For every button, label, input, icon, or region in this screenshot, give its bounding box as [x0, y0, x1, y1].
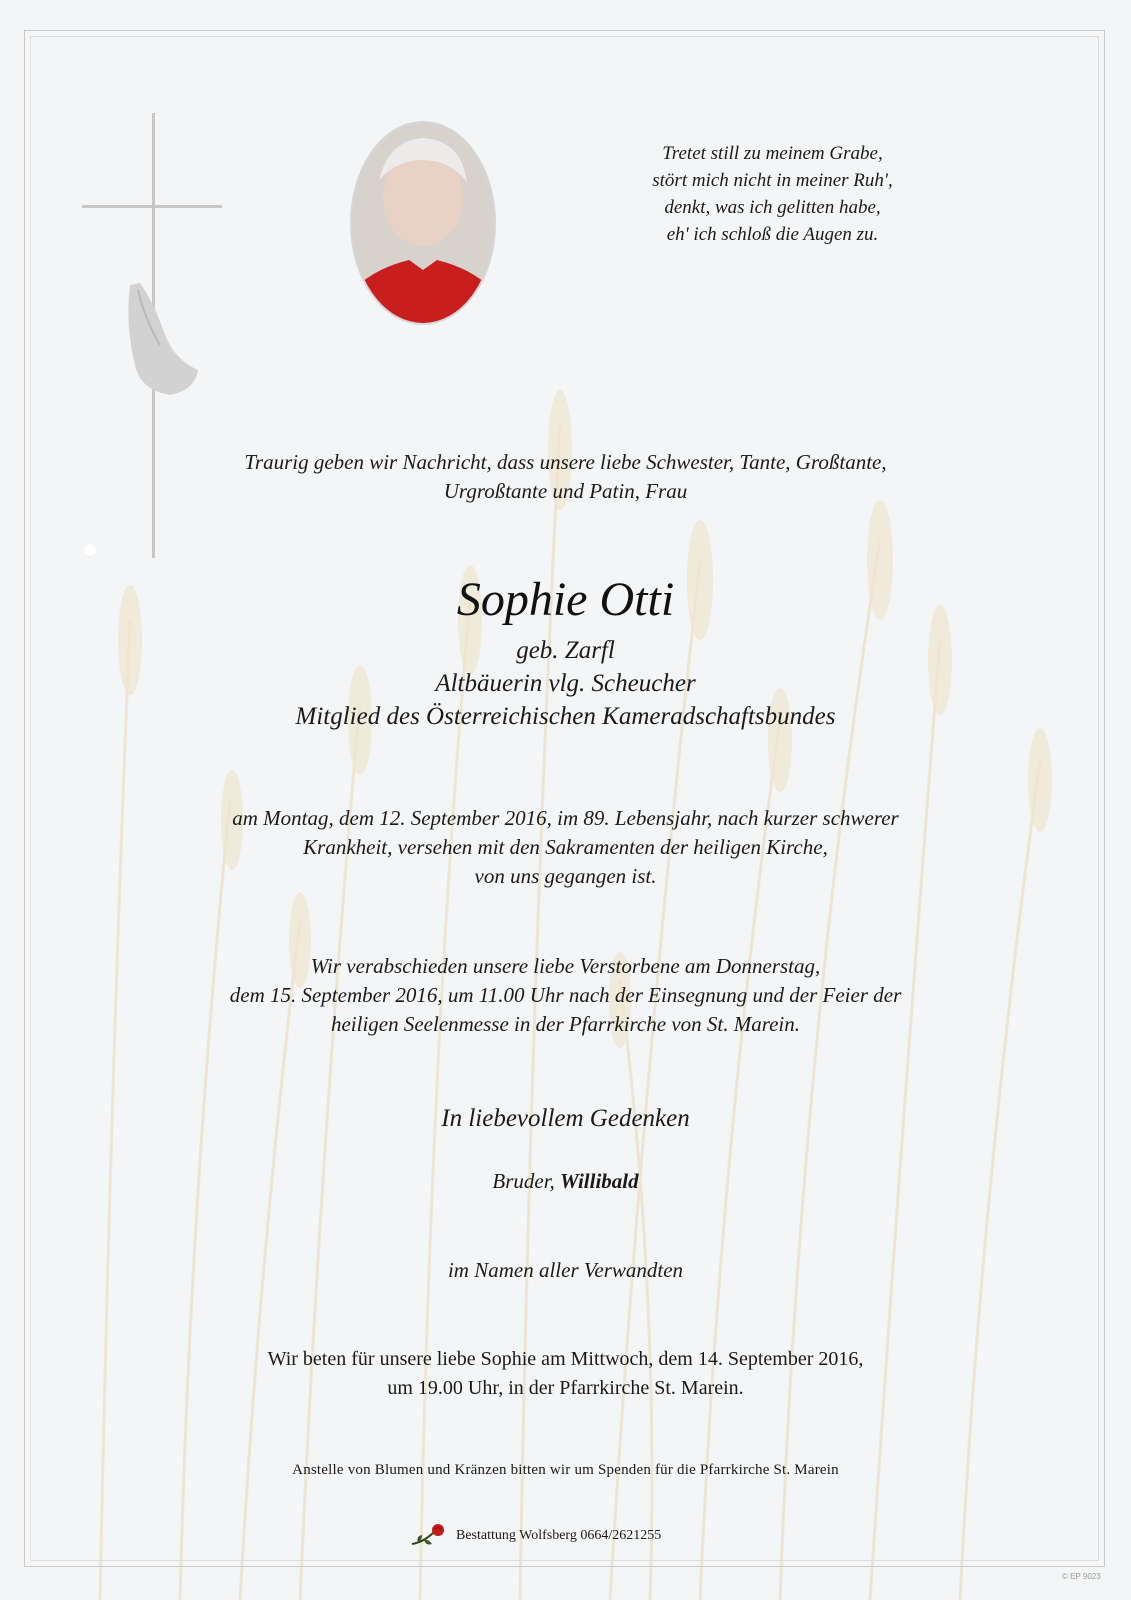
deceased-name: Sophie Otti — [456, 573, 675, 626]
death-line: von uns gegangen ist. — [474, 864, 657, 888]
mourner-relation: Bruder, — [492, 1169, 555, 1193]
mourner-line — [150, 1167, 981, 1195]
remembrance-heading: In liebevollem Gedenken — [441, 1105, 690, 1132]
funeral-line: heiligen Seelenmesse in der Pfarrkirche von St. Marein. — [330, 1012, 801, 1036]
mourner-name: Willibald — [560, 1169, 639, 1193]
death-line: am Montag, dem 12. September 2016, im 89. Lebensjahr, nach kurzer schwerer — [232, 806, 899, 830]
funeral-line: dem 15. September 2016, um 11.00 Uhr nach der Einsegnung und der Feier der — [229, 983, 902, 1007]
rose-icon — [410, 1522, 450, 1550]
portrait-photo — [349, 120, 497, 326]
funeral-notice — [150, 952, 981, 1039]
undertaker-footer — [410, 1521, 661, 1551]
intro-line: Urgroßtante und Patin, Frau — [443, 479, 688, 503]
verse-line: denkt, was ich gelitten habe, — [664, 197, 881, 218]
prayer-line: um 19.00 Uhr, in der Pfarrkirche St. Marein. — [387, 1377, 744, 1399]
undertaker-contact: Bestattung Wolfsberg 0664/2621255 — [456, 1528, 662, 1543]
prayer-line: Wir beten für unsere liebe Sophie am Mittwoch, dem 14. September 2016, — [267, 1348, 864, 1370]
donation-request: Anstelle von Blumen und Kränzen bitten wir um Spenden für die Pfarrkirche St. Marein — [292, 1462, 839, 1478]
deceased-details — [150, 634, 981, 733]
verse-line: Tretet still zu meinem Grabe, — [662, 143, 883, 164]
occupation: Altbäuerin vlg. Scheucher — [435, 670, 696, 697]
verse-line: stört mich nicht in meiner Ruh', — [652, 170, 893, 191]
funeral-line: Wir verabschieden unsere liebe Verstorbene am Donnerstag, — [310, 954, 821, 978]
copyright-mark: © EP 9023 — [1062, 1572, 1101, 1581]
death-line: Krankheit, versehen mit den Sakramenten der heiligen Kirche, — [303, 835, 828, 859]
relatives-line: im Namen aller Verwandten — [447, 1258, 684, 1282]
intro-text — [150, 448, 981, 506]
verse-line: eh' ich schloß die Augen zu. — [666, 224, 879, 245]
memorial-verse — [610, 140, 935, 248]
birth-name: geb. Zarfl — [516, 637, 615, 664]
intro-line: Traurig geben wir Nachricht, dass unsere liebe Schwester, Tante, Großtante, — [244, 450, 887, 474]
prayer-notice — [150, 1345, 981, 1403]
death-notice — [150, 804, 981, 891]
membership: Mitglied des Österreichischen Kameradschaftsbundes — [295, 703, 836, 730]
